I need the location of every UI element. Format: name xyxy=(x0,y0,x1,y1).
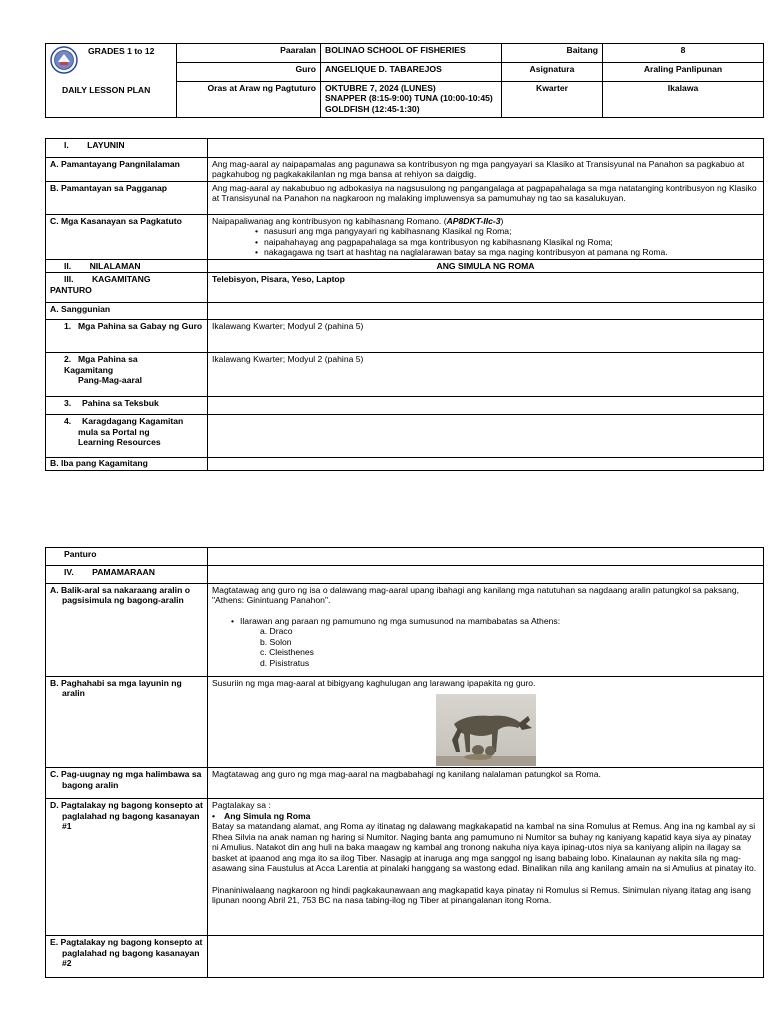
pagtalakay-1-label: D. Pagtalakay ng bagong konsepto at paglalahad ng bagong kasanayan #1 xyxy=(46,799,208,936)
kagamitang-pang-mag-aaral-value: Ikalawang Kwarter; Modyul 2 (pahina 5) xyxy=(208,353,764,397)
pagtalakay-2-empty xyxy=(208,936,764,978)
pag-uugnay-label: C. Pag-uugnay ng mga halimbawa sa bagong aralin xyxy=(46,768,208,799)
pamantayang-pangnilalaman-text: Ang mag-aaral ay naipapamalas ang pagunawa sa kontribusyon ng mga pangyayari sa Klasiko at Transisyunal na Panahon sa pagkabuo at pagkahubog ng pagkakakilanlan ng mga bansa at rehiyon sa daigdig. xyxy=(208,158,764,182)
oras-line-2: SNAPPER (8:15-9:00) TUNA (10:00-10:45) xyxy=(325,93,493,104)
kagamitan-line-2: PANTURO xyxy=(50,284,92,295)
list-item: • nakagagawa ng tsart at hashtag na naglalarawan batay sa mga naging kontribusyon at pamana ng Roma. xyxy=(264,247,759,257)
list-item: • Ilarawan ang paraan ng pamumuno ng mga sumusunod na mambabatas sa Athens: xyxy=(240,616,759,626)
pagtalakay-2-label: E. Pagtalakay ng bagong konsepto at paglalahad ng bagong kasanayan #2 xyxy=(46,936,208,978)
list-item: • naipahahayag ang pagpapahalaga sa mga kontribusyon ng kabihasnang Klasikal ng Roma; xyxy=(264,237,759,247)
pagtalakay-intro: Pagtalakay sa : xyxy=(212,800,271,811)
baitang-value: 8 xyxy=(603,44,764,63)
kasanayan-label: C. Mga Kasanayan sa Pagkatuto xyxy=(46,214,208,259)
pag-uugnay-text: Magtatawag ang guro ng mga mag-aaral na magbabahagi ng kanilang nalalaman patungkol sa Roma. xyxy=(208,768,764,799)
header-table xyxy=(45,43,764,118)
panturo-empty xyxy=(208,548,764,566)
kasanayan-bullets xyxy=(212,226,759,257)
kagamitan-line-1: KAGAMITANG xyxy=(91,274,151,285)
kagamitan-heading xyxy=(46,273,208,303)
paaralan-value: BOLINAO SCHOOL OF FISHERIES xyxy=(321,44,502,63)
kwarter-label: Kwarter xyxy=(502,82,603,118)
pamamaraan-num: IV. xyxy=(64,567,74,577)
mambabatas-list xyxy=(212,626,759,668)
kagamitang-pang-mag-aaral-label: 2. Mga Pahina sa Kagamitang Pang-Mag-aaral xyxy=(46,353,208,397)
header-title-cell xyxy=(46,44,177,118)
nilalaman-heading xyxy=(46,259,208,272)
pagtalakay-paragraph-1: Batay sa matandang alamat, ang Roma ay itinatag ng dalawang magkakapatid na kambal na sina Romulus at Remus. Ang ina ng kambal ay si Rhea Silvia na anak naman ng haring si Numitor. Naging banta ang pamumuno ni Numitor sa buhay ng kaniyang kapatid kaya siya ay pinatay ni Amulius. Natakot din ang huli na baka maagaw ng kambal ang tronong nakuha niya kaya ipinag-utos niya sa kaniyang alipin na ilagay sa basket at ipaanod ang mga ito sa ilog Tiber. Nasagip at inaruga ang mga sanggol ng isang babaing lobo. Kinalaunan ay nakita sila ng mag-asawang sina Faustulus at Acca Larentia at pinalaki hanggang sa wastong edad. Binalikan nila ang kanilang amain na si Amulius at pinatay ito. xyxy=(212,821,757,874)
asignatura-label: Asignatura xyxy=(502,63,603,82)
layunin-empty xyxy=(208,139,764,158)
list-item: b. Solon xyxy=(260,636,292,647)
gabay-guro-value: Ikalawang Kwarter; Modyul 2 (pahina 5) xyxy=(208,320,764,353)
pamamaraan-heading xyxy=(46,566,208,584)
sanggunian-label: A. Sanggunian xyxy=(46,303,208,320)
oras-value xyxy=(321,82,502,118)
pamamaraan-label: PAMAMARAAN xyxy=(92,567,155,577)
layunin-heading xyxy=(46,139,208,158)
list-item: a. Draco xyxy=(260,626,293,637)
sanggunian-empty xyxy=(208,303,764,320)
kwarter-value: Ikalawa xyxy=(603,82,764,118)
iba-pang-kagamitang-label: B. Iba pang Kagamitang xyxy=(46,458,208,470)
deped-seal-icon xyxy=(50,46,78,74)
list-item: c. Cleisthenes xyxy=(260,647,314,658)
layunin-label: LAYUNIN xyxy=(87,140,125,150)
iba-pang-kagamitang-empty xyxy=(208,458,764,470)
list-item: d. Pisistratus xyxy=(260,657,310,668)
pamantayang-pangnilalaman-label: A. Pamantayang Pangnilalaman xyxy=(46,158,208,182)
baitang-label: Baitang xyxy=(502,44,603,63)
capitoline-wolf-image xyxy=(436,694,536,766)
grades-label: GRADES 1 to 12 xyxy=(88,46,155,56)
nilalaman-label: NILALAMAN xyxy=(89,260,141,271)
plan-type-label: DAILY LESSON PLAN xyxy=(62,85,151,95)
balik-aral-cell xyxy=(208,584,764,677)
nilalaman-value: ANG SIMULA NG ROMA xyxy=(208,259,764,272)
lesson-table-2 xyxy=(45,547,764,978)
list-item: • nasusuri ang mga pangyayari ng kabihasnang Klasikal ng Roma; xyxy=(264,226,759,236)
oras-line-1: OKTUBRE 7, 2024 (LUNES) xyxy=(325,83,436,93)
paghahabi-label: B. Paghahabi sa mga layunin ng aralin xyxy=(46,677,208,768)
teksbuk-empty xyxy=(208,397,764,415)
pagtalakay-1-cell xyxy=(208,799,764,936)
layunin-num: I. xyxy=(64,140,69,150)
pagtalakay-heading: • Ang Simula ng Roma xyxy=(212,810,311,821)
pamantayan-pagganap-label: B. Pamantayan sa Pagganap xyxy=(46,181,208,214)
learning-resources-empty xyxy=(208,415,764,458)
balik-aral-label: A. Balik-aral sa nakaraang aralin o pagsisimula ng bagong-aralin xyxy=(46,584,208,677)
guro-label: Guro xyxy=(177,63,321,82)
asignatura-value: Araling Panlipunan xyxy=(603,63,764,82)
paghahabi-cell xyxy=(208,677,764,768)
teksbuk-label: 3. Pahina sa Teksbuk xyxy=(46,397,208,415)
balik-aral-bullets xyxy=(212,616,759,626)
oras-line-3: GOLDFISH (12:45-1:30) xyxy=(325,103,420,114)
kasanayan-intro: Naipapaliwanag ang kontribusyon ng kabihasnang Romano. (AP8DKT-IIc-3) xyxy=(212,215,504,226)
pamamaraan-empty xyxy=(208,566,764,584)
pamantayan-pagganap-text: Ang mag-aaral ay nakabubuo ng adbokasiya na nagsusulong ng pangangalaga at pagpapahalaga sa mga natatanging kontribusyon ng Klasiko at Transisyunal na Panahon na nagkaroon ng malaking impluwensya sa pamumuhay ng tao sa kasalukuyan. xyxy=(208,181,764,214)
kagamitan-num: III. xyxy=(64,274,74,285)
kasanayan-cell xyxy=(208,214,764,259)
kasanayan-code: AP8DKT-IIc-3 xyxy=(446,215,501,226)
lesson-table-1 xyxy=(45,138,764,471)
guro-value: ANGELIQUE D. TABAREJOS xyxy=(321,63,502,82)
pagtalakay-paragraph-2: Pinaniniwalaang nagkaroon ng hindi pagkakaunawaan ang magkapatid kaya pinatay ni Romulus si Remus. Sinimulan niyang itatag ang isang lipunan noong Abril 21, 753 BC na nasa tabing-ilog ng Tiber at pinangalanan itong Roma. xyxy=(212,884,751,906)
panturo-label: Panturo xyxy=(46,548,208,566)
paghahabi-text: Susuriin ng mga mag-aaral at bibigyang kaghulugan ang larawang ipapakita ng guro. xyxy=(212,678,536,688)
learning-resources-label: 4. Karagdagang Kagamitan mula sa Portal ng Learning Resources xyxy=(46,415,208,458)
nilalaman-num: II. xyxy=(64,260,72,271)
gabay-guro-label: 1. Mga Pahina sa Gabay ng Guro xyxy=(46,320,208,353)
kagamitan-value: Telebisyon, Pisara, Yeso, Laptop xyxy=(208,273,764,303)
balik-aral-text: Magtatawag ang guro ng isa o dalawang mag-aaral upang ibahagi ang kanilang mga natutuhan sa nagdaang aralin patungkol sa paksang, "Athens: Ginintuang Panahon". xyxy=(212,585,739,606)
oras-label: Oras at Araw ng Pagtuturo xyxy=(177,82,321,118)
paaralan-label: Paaralan xyxy=(177,44,321,63)
